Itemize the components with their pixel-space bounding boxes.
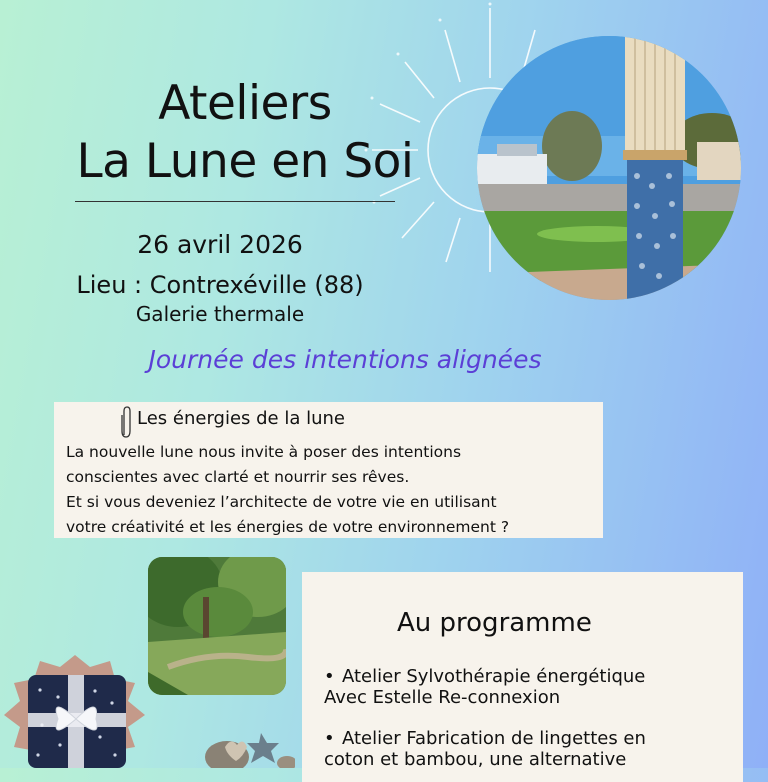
program-item-detail: Avec Estelle Re-connexion — [324, 687, 561, 708]
program-item-title: Atelier Sylvothérapie énergétique — [342, 666, 646, 687]
event-location: Lieu : Contrexéville (88) — [76, 271, 364, 299]
bullet-icon: • — [324, 666, 335, 687]
program-item-detail: coton et bambou, une alternative — [324, 749, 627, 770]
energies-line: conscientes avec clarté et nourrir ses rêves. — [66, 468, 410, 486]
event-date: 26 avril 2026 — [137, 230, 303, 259]
forest-photo — [148, 557, 286, 695]
event-venue: Galerie thermale — [135, 302, 305, 326]
paperclip-icon — [120, 405, 132, 439]
stones-photo — [203, 725, 295, 768]
title-divider — [75, 201, 395, 202]
program-card — [302, 572, 743, 782]
program-item — [324, 728, 646, 770]
energies-card — [54, 402, 603, 538]
program-item-title: Atelier Fabrication de lingettes en — [342, 728, 646, 749]
bullet-icon: • — [324, 728, 335, 749]
energies-line: Et si vous deveniez l’architecte de votre vie en utilisant — [66, 493, 497, 511]
energies-heading: Les énergies de la lune — [137, 408, 345, 429]
title-line-2: La Lune en Soi — [76, 134, 414, 189]
event-subtitle: Journée des intentions alignées — [148, 345, 542, 374]
program-heading: Au programme — [397, 608, 592, 638]
energies-line: votre créativité et les énergies de votre environnement ? — [66, 518, 510, 536]
energies-line: La nouvelle lune nous invite à poser des intentions — [66, 443, 462, 461]
gift-wipes-photo — [0, 655, 150, 768]
program-item — [324, 666, 645, 708]
energies-text — [66, 440, 509, 540]
title-line-1: Ateliers — [158, 76, 332, 131]
colonnade-photo — [477, 36, 741, 300]
